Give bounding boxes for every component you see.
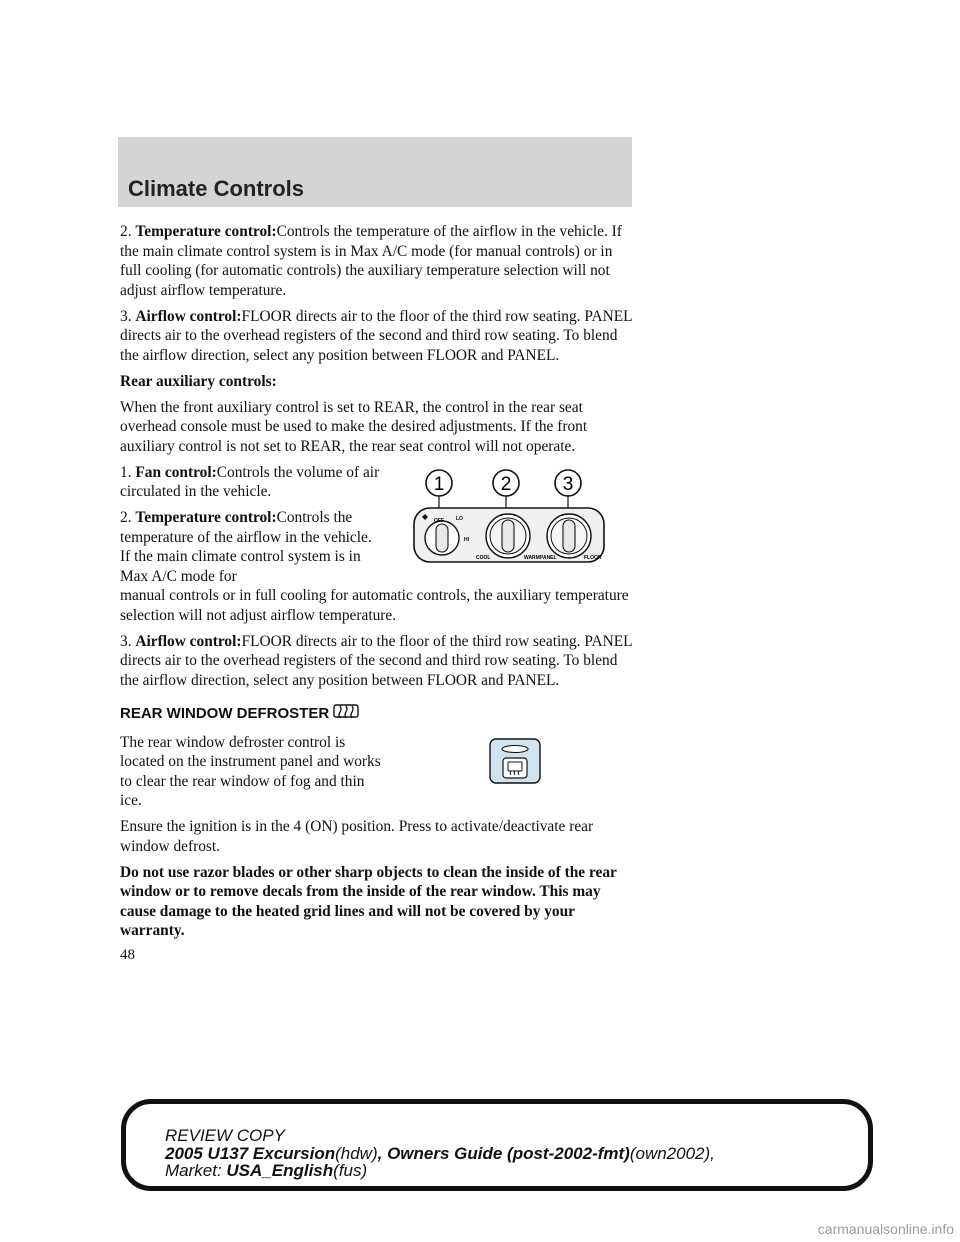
- svg-text:1: 1: [433, 474, 445, 495]
- rear-defroster-icon: [333, 704, 359, 720]
- review-copy-text: REVIEW COPY 2005 U137 Excursion(hdw), Owners Guide (post-2002-fmt)(own2002), Market: USA_English(fus): [165, 1126, 715, 1180]
- rear-temperature-control-cont: manual controls or in full cooling for automatic controls, the auxiliary temperature selection will not adjust airflow temperature.: [120, 587, 629, 624]
- rear-fan-control: 1. Fan control:Controls the volume of air circulated in the vehicle.: [120, 463, 380, 500]
- svg-text:LO: LO: [456, 516, 463, 522]
- section-title: Climate Controls: [128, 176, 305, 201]
- page-number: 48: [120, 947, 135, 963]
- svg-text:2: 2: [500, 474, 512, 495]
- callout-1: [426, 470, 452, 496]
- svg-text:COOL: COOL: [476, 555, 491, 561]
- svg-text:WARM: WARM: [524, 555, 540, 561]
- svg-text:PANEL: PANEL: [540, 555, 557, 561]
- rear-airflow-control: 3. Airflow control:FLOOR directs air to the floor of the third row seating. PANEL directs air to the overhead registers of the second and third row seating. To blend the airflow direction, select any position between FLOOR and PANEL.: [120, 632, 632, 689]
- callout-3: [555, 470, 581, 496]
- defroster-heading: REAR WINDOW DEFROSTER: [120, 704, 632, 724]
- ignition-text: Ensure the ignition is in the 4 (ON) position. Press to activate/deactivate rear window defrost.: [120, 818, 594, 855]
- svg-text:HI: HI: [464, 537, 469, 543]
- defroster-button-figure: [489, 738, 541, 784]
- body-text: [120, 222, 632, 947]
- rear-controls-text: When the front auxiliary control is set to REAR, the control in the rear seat overhead console must be used to make the desired adjustments. If the front auxiliary control is not set to REAR, the rear seat control will not operate.: [120, 398, 588, 455]
- warning-text: Do not use razor blades or other sharp objects to clean the inside of the rear window or to remove decals from the inside of the rear window. This may cause damage to the heated grid lines and will not be covered by your warranty.: [120, 863, 617, 939]
- rear-temperature-control: 2. Temperature control:Controls the temperature of the airflow in the vehicle. If the main climate control system is in Max A/C mode for: [120, 509, 372, 585]
- callout-2: [493, 470, 519, 496]
- rear-controls-heading: Rear auxiliary controls:: [120, 372, 277, 390]
- svg-text:3: 3: [562, 474, 574, 495]
- paragraph-temperature: 2. Temperature control:Controls the temperature of the airflow in the vehicle. If the main climate control system is in Max A/C mode (for manual controls) or in full cooling (for automatic controls) the auxiliary temperature selection will not adjust airflow temperature.: [120, 223, 622, 299]
- svg-text:FLOOR: FLOOR: [584, 555, 602, 561]
- svg-text:OFF: OFF: [434, 518, 444, 524]
- paragraph-airflow: 3. Airflow control:FLOOR directs air to the floor of the third row seating. PANEL directs air to the overhead registers of the second and third row seating. To blend the airflow direction, select any position between FLOOR and PANEL.: [120, 307, 632, 364]
- rear-auxiliary-control-panel: [412, 466, 608, 564]
- defroster-text: The rear window defroster control is located on the instrument panel and works to clear the rear window of fog and thin ice.: [120, 733, 381, 809]
- watermark: carmanualsonline.info: [817, 1221, 954, 1237]
